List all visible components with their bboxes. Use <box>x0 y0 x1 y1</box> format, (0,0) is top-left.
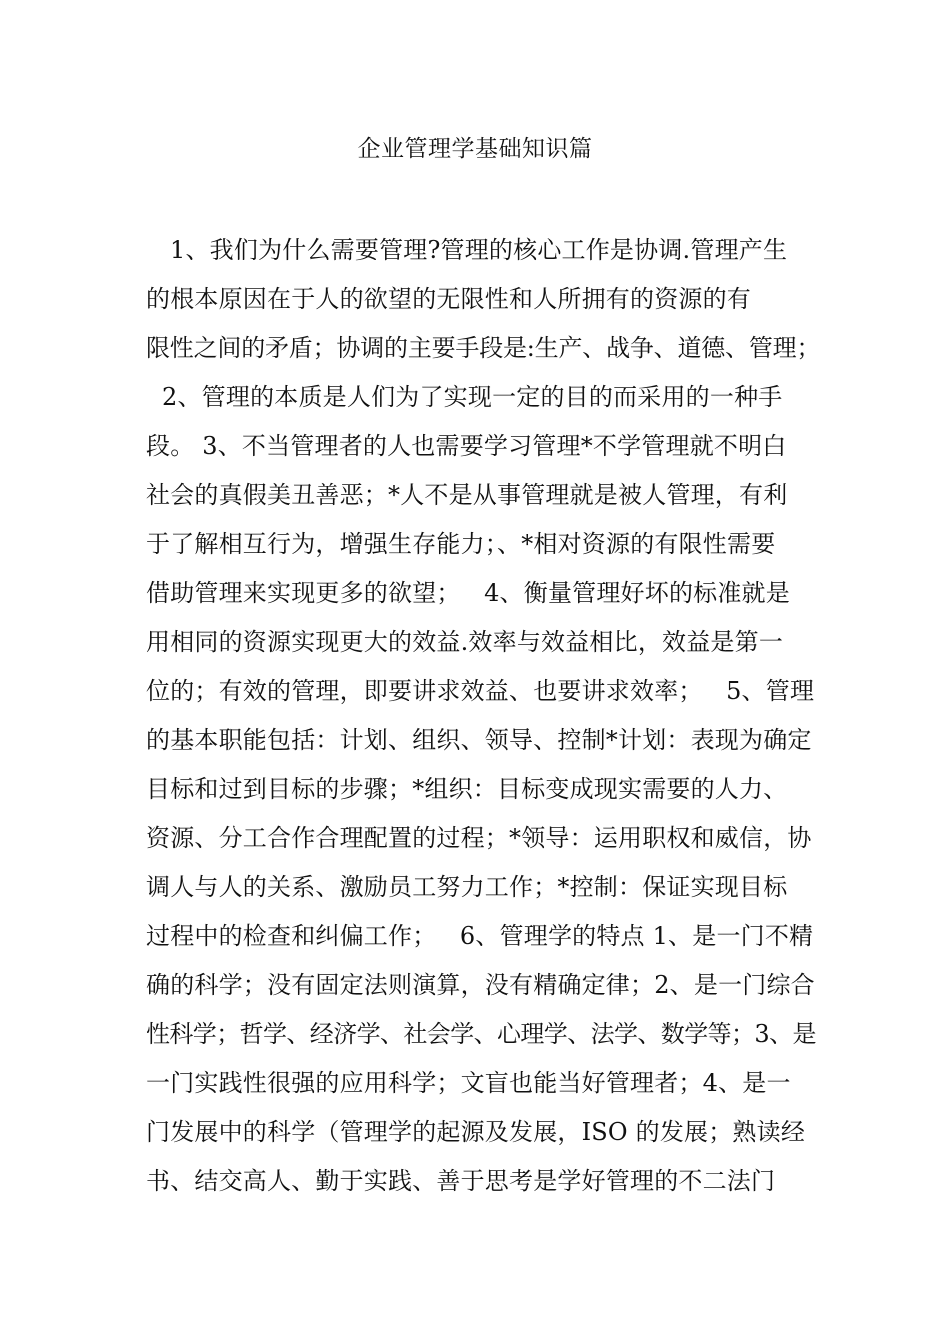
body-line: 过程中的检查和纠偏工作； 6、管理学的特点 1、是一门不精 <box>146 922 814 950</box>
body-line: 的根本原因在于人的欲望的无限性和人所拥有的资源的有 <box>146 285 751 313</box>
body-line: 的基本职能包括：计划、组织、领导、控制*计划：表现为确定 <box>146 726 812 754</box>
body-line: 调人与人的关系、激励员工努力工作；*控制：保证实现目标 <box>146 873 788 901</box>
body-line: 资源、分工合作合理配置的过程；*领导：运用职权和威信，协 <box>146 824 812 852</box>
body-line: 于了解相互行为，增强生存能力；、*相对资源的有限性需要 <box>146 530 776 558</box>
body-line: 确的科学；没有固定法则演算，没有精确定律；2、是一门综合 <box>146 971 815 999</box>
body-line: 书、结交高人、勤于实践、善于思考是学好管理的不二法门 <box>146 1167 776 1195</box>
body-line: 一门实践性很强的应用科学；文盲也能当好管理者；4、是一 <box>146 1069 791 1097</box>
body-line: 2、管理的本质是人们为了实现一定的目的而采用的一种手 <box>162 383 783 411</box>
document-title: 企业管理学基础知识篇 <box>357 136 593 162</box>
body-line: 位的；有效的管理，即要讲求效益、也要讲求效率； 5、管理 <box>146 677 815 705</box>
body-line: 社会的真假美丑善恶；*人不是从事管理就是被人管理，有利 <box>146 481 788 509</box>
body-line: 借助管理来实现更多的欲望； 4、衡量管理好坏的标准就是 <box>146 579 790 607</box>
body-line: 段。 3、不当管理者的人也需要学习管理*不学管理就不明白 <box>146 432 787 460</box>
body-line: 用相同的资源实现更大的效益.效率与效益相比，效益是第一 <box>146 628 784 656</box>
body-line: 性科学；哲学、经济学、社会学、心理学、法学、数学等；3、是 <box>146 1020 816 1048</box>
body-line: 目标和过到目标的步骤；*组织：目标变成现实需要的人力、 <box>146 775 788 803</box>
body-line: 门发展中的科学（管理学的起源及发展，ISO 的发展；熟读经 <box>146 1118 806 1146</box>
body-line: 限性之间的矛盾；协调的主要手段是:生产、战争、道德、管理； <box>146 334 821 362</box>
body-line: 1、我们为什么需要管理?管理的核心工作是协调.管理产生 <box>170 236 788 264</box>
